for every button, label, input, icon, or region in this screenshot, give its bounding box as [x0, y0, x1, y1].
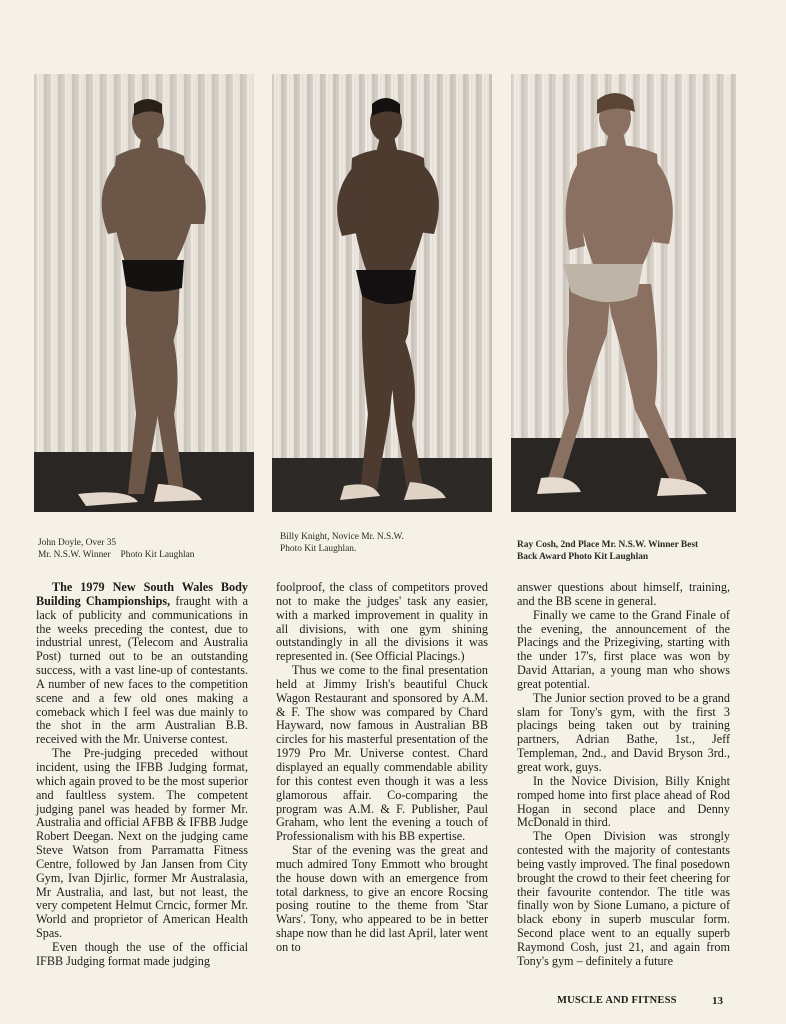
photo-billy-knight — [272, 74, 492, 512]
article-paragraph: Finally we came to the Grand Finale of the evening, the announcement of the Placings and the Prizegiving, starting with the under 17's, first place was won by David Attarian, a young man who shows great potential. — [517, 607, 730, 691]
caption-photo-2 — [280, 532, 490, 555]
magazine-footer-title: MUSCLE AND FITNESS — [557, 995, 677, 1006]
page-number: 13 — [712, 995, 723, 1007]
article-paragraph: The Open Division was strongly contested with the majority of contestants being vastly improved. The final posedown brought the crowd to their feet cheering for their favourite contendor. The title was finally won by Sione Lumano, a picture of black ebony in superb muscular form. Second place went to an equally superb Raymond Cosh, just 21, and again from Tony's gym – definitely a future — [517, 829, 730, 968]
article-paragraph: The Junior section proved to be a grand slam for Tony's gym, with the first 3 placings being taken out by training partners, Adrian Bathe, 1st., Jeff Templeman, 2nd., and David Bryson 3rd., great work, guys. — [517, 690, 730, 774]
caption-3-line-1: Ray Cosh, 2nd Place Mr. N.S.W. Winner Best — [517, 540, 699, 550]
article-paragraph: Star of the evening was the great and much admired Tony Emmott who brought the house down with an emergence from total darkness, to give an encore Rocsing posing routine to the theme from 'Star Wars'. Tony, who appeared to be in better shape now than he did last April, later went on to — [276, 843, 488, 954]
article-lead-title: The 1979 New South Wales Body Building Championships, — [36, 580, 248, 608]
article-column-1 — [36, 581, 248, 969]
article-paragraph: Thus we come to the final presentation held at Jimmy Irish's beautiful Chuck Wagon Restaurant and sponsored by A.M. & F. The show was compared by Chard Hayward, now famous in Australian BB circles for his masterful presentation of the 1979 Pro Mr. Universe contest. Chard displayed an equally commendable ability for this contest even though it was a less glamorous affair. Co-comparing the program was A.M. & F. Publisher, Paul Graham, who lent the evening a touch of Professionalism with his BB expertise. — [276, 663, 488, 844]
article-paragraph: answer questions about himself, training, and the BB scene in general. — [517, 580, 730, 608]
photo-john-doyle — [34, 74, 254, 512]
photo-ray-cosh — [511, 74, 736, 512]
bodybuilder-photo-1 — [34, 74, 254, 512]
bodybuilder-photo-3 — [511, 74, 736, 512]
article-paragraph: In the Novice Division, Billy Knight romped home into first place ahead of Rod Hogan in second place and Denny McDonald in third. — [517, 773, 730, 830]
caption-1-line-1: John Doyle, Over 35 — [38, 538, 117, 548]
article-paragraph-text: fraught with a lack of publicity and communications in the weeks preceding the contest, due to industrial unrest, (Telecom and Australia Post) turned out to be an outstanding success, with a vast line-up of contestants. A number of new faces to the competition scene and a few old ones making a comeback which I feel was due mainly to the shot in the arm Australian B.B. received with the Mr. Universe contest. — [36, 593, 248, 747]
caption-1-title: Mr. N.S.W. Winner — [38, 549, 111, 560]
article-column-3 — [517, 581, 730, 969]
article-paragraph — [36, 581, 248, 747]
caption-2-line-2: Photo Kit Laughlan. — [280, 543, 357, 554]
caption-3-line-2: Back Award Photo Kit Laughlan — [517, 551, 649, 562]
article-paragraph: foolproof, the class of competitors proved not to make the judges' task any easier, with a marked improvement in quality in all divisions, with one gym shining outstandingly in all the divisions it was represented in. (See Official Placings.) — [276, 580, 488, 664]
article-column-2 — [276, 581, 488, 955]
caption-2-line-1: Billy Knight, Novice Mr. N.S.W. — [280, 532, 404, 542]
article-paragraph: Even though the use of the official IFBB Judging format made judging — [36, 939, 248, 968]
article-paragraph: The Pre-judging preceded without incident, using the IFBB Judging format, which again proved to be the most superior and faultless system. The competent judging panel was headed by former Mr. Australia and official AFBB & IFBB Judge Robert Deegan. Next on the judging came Steve Watson from Parramatta Fitness Centre, followed by Jan Jansen from City Gym, Ivan Djirlic, former Mr Australasia, Mr Australia, and last, but not least, the very competent Helmut Crncic, former Mr. World and proprietor of American Health Spas. — [36, 746, 248, 941]
caption-1-credit: Photo Kit Laughlan — [120, 549, 195, 560]
bodybuilder-photo-2 — [272, 74, 492, 512]
caption-photo-3 — [517, 540, 742, 563]
caption-1-line-2 — [38, 550, 258, 562]
caption-photo-1 — [38, 538, 258, 561]
